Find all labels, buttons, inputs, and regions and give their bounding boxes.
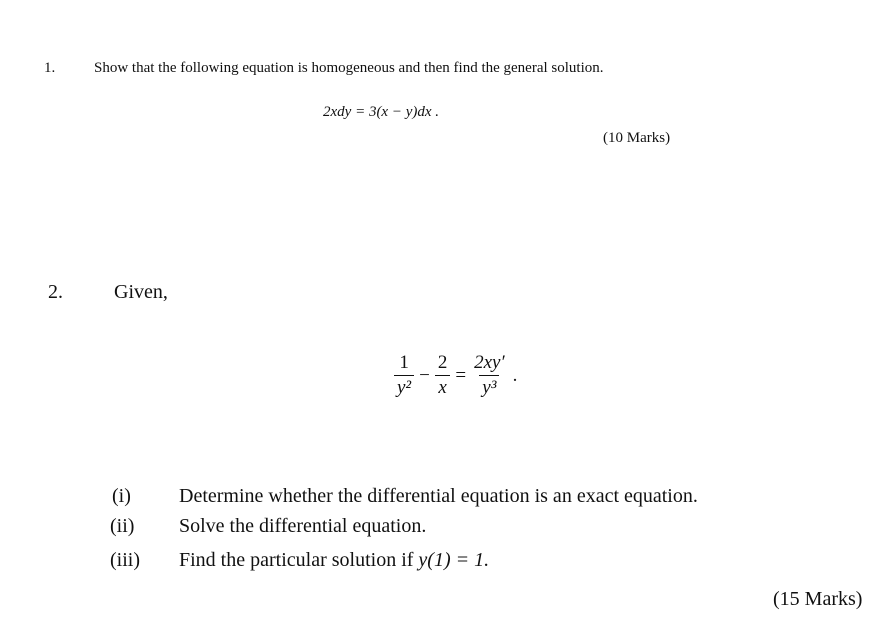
minus-sign: − (419, 364, 430, 386)
question-1-number: 1. (44, 60, 56, 76)
question-2-intro: Given, (114, 281, 168, 303)
question-2-number: 2. (48, 281, 63, 303)
fraction-denominator: x (435, 375, 449, 399)
part-label: (i) (112, 485, 131, 507)
fraction-denominator: y³ (479, 375, 499, 399)
part-text: Solve the differential equation. (179, 515, 427, 537)
part-text-main: Find the particular solution if (179, 549, 414, 571)
fraction-numerator: 2 (437, 352, 448, 373)
question-1-text: Show that the following equation is homogeneous and then find the general solution. (94, 60, 604, 76)
initial-condition: y(1) = 1. (418, 549, 490, 571)
fraction-2xy-prime-over-y-cubed (471, 352, 508, 399)
equation-period: . (512, 364, 518, 386)
question-1-equation-text: 2xdy = 3(x − y)dx . (323, 104, 440, 120)
fraction-two-over-x (435, 352, 451, 399)
part-text (179, 549, 489, 572)
part-label: (iii) (110, 549, 140, 571)
part-label: (ii) (110, 515, 135, 537)
part-text: Determine whether the differential equation is an exact equation. (179, 485, 698, 507)
equals-sign: = (455, 364, 467, 386)
question-1-marks: (10 Marks) (603, 130, 671, 146)
fraction-numerator: 2xy′ (474, 352, 505, 373)
question-2-marks: (15 Marks) (773, 588, 863, 610)
question-1-equation (323, 104, 439, 121)
fraction-numerator: 1 (399, 352, 409, 373)
fraction-one-over-y-squared (394, 352, 414, 399)
question-2-equation (392, 352, 520, 399)
fraction-denominator: y² (394, 375, 414, 399)
